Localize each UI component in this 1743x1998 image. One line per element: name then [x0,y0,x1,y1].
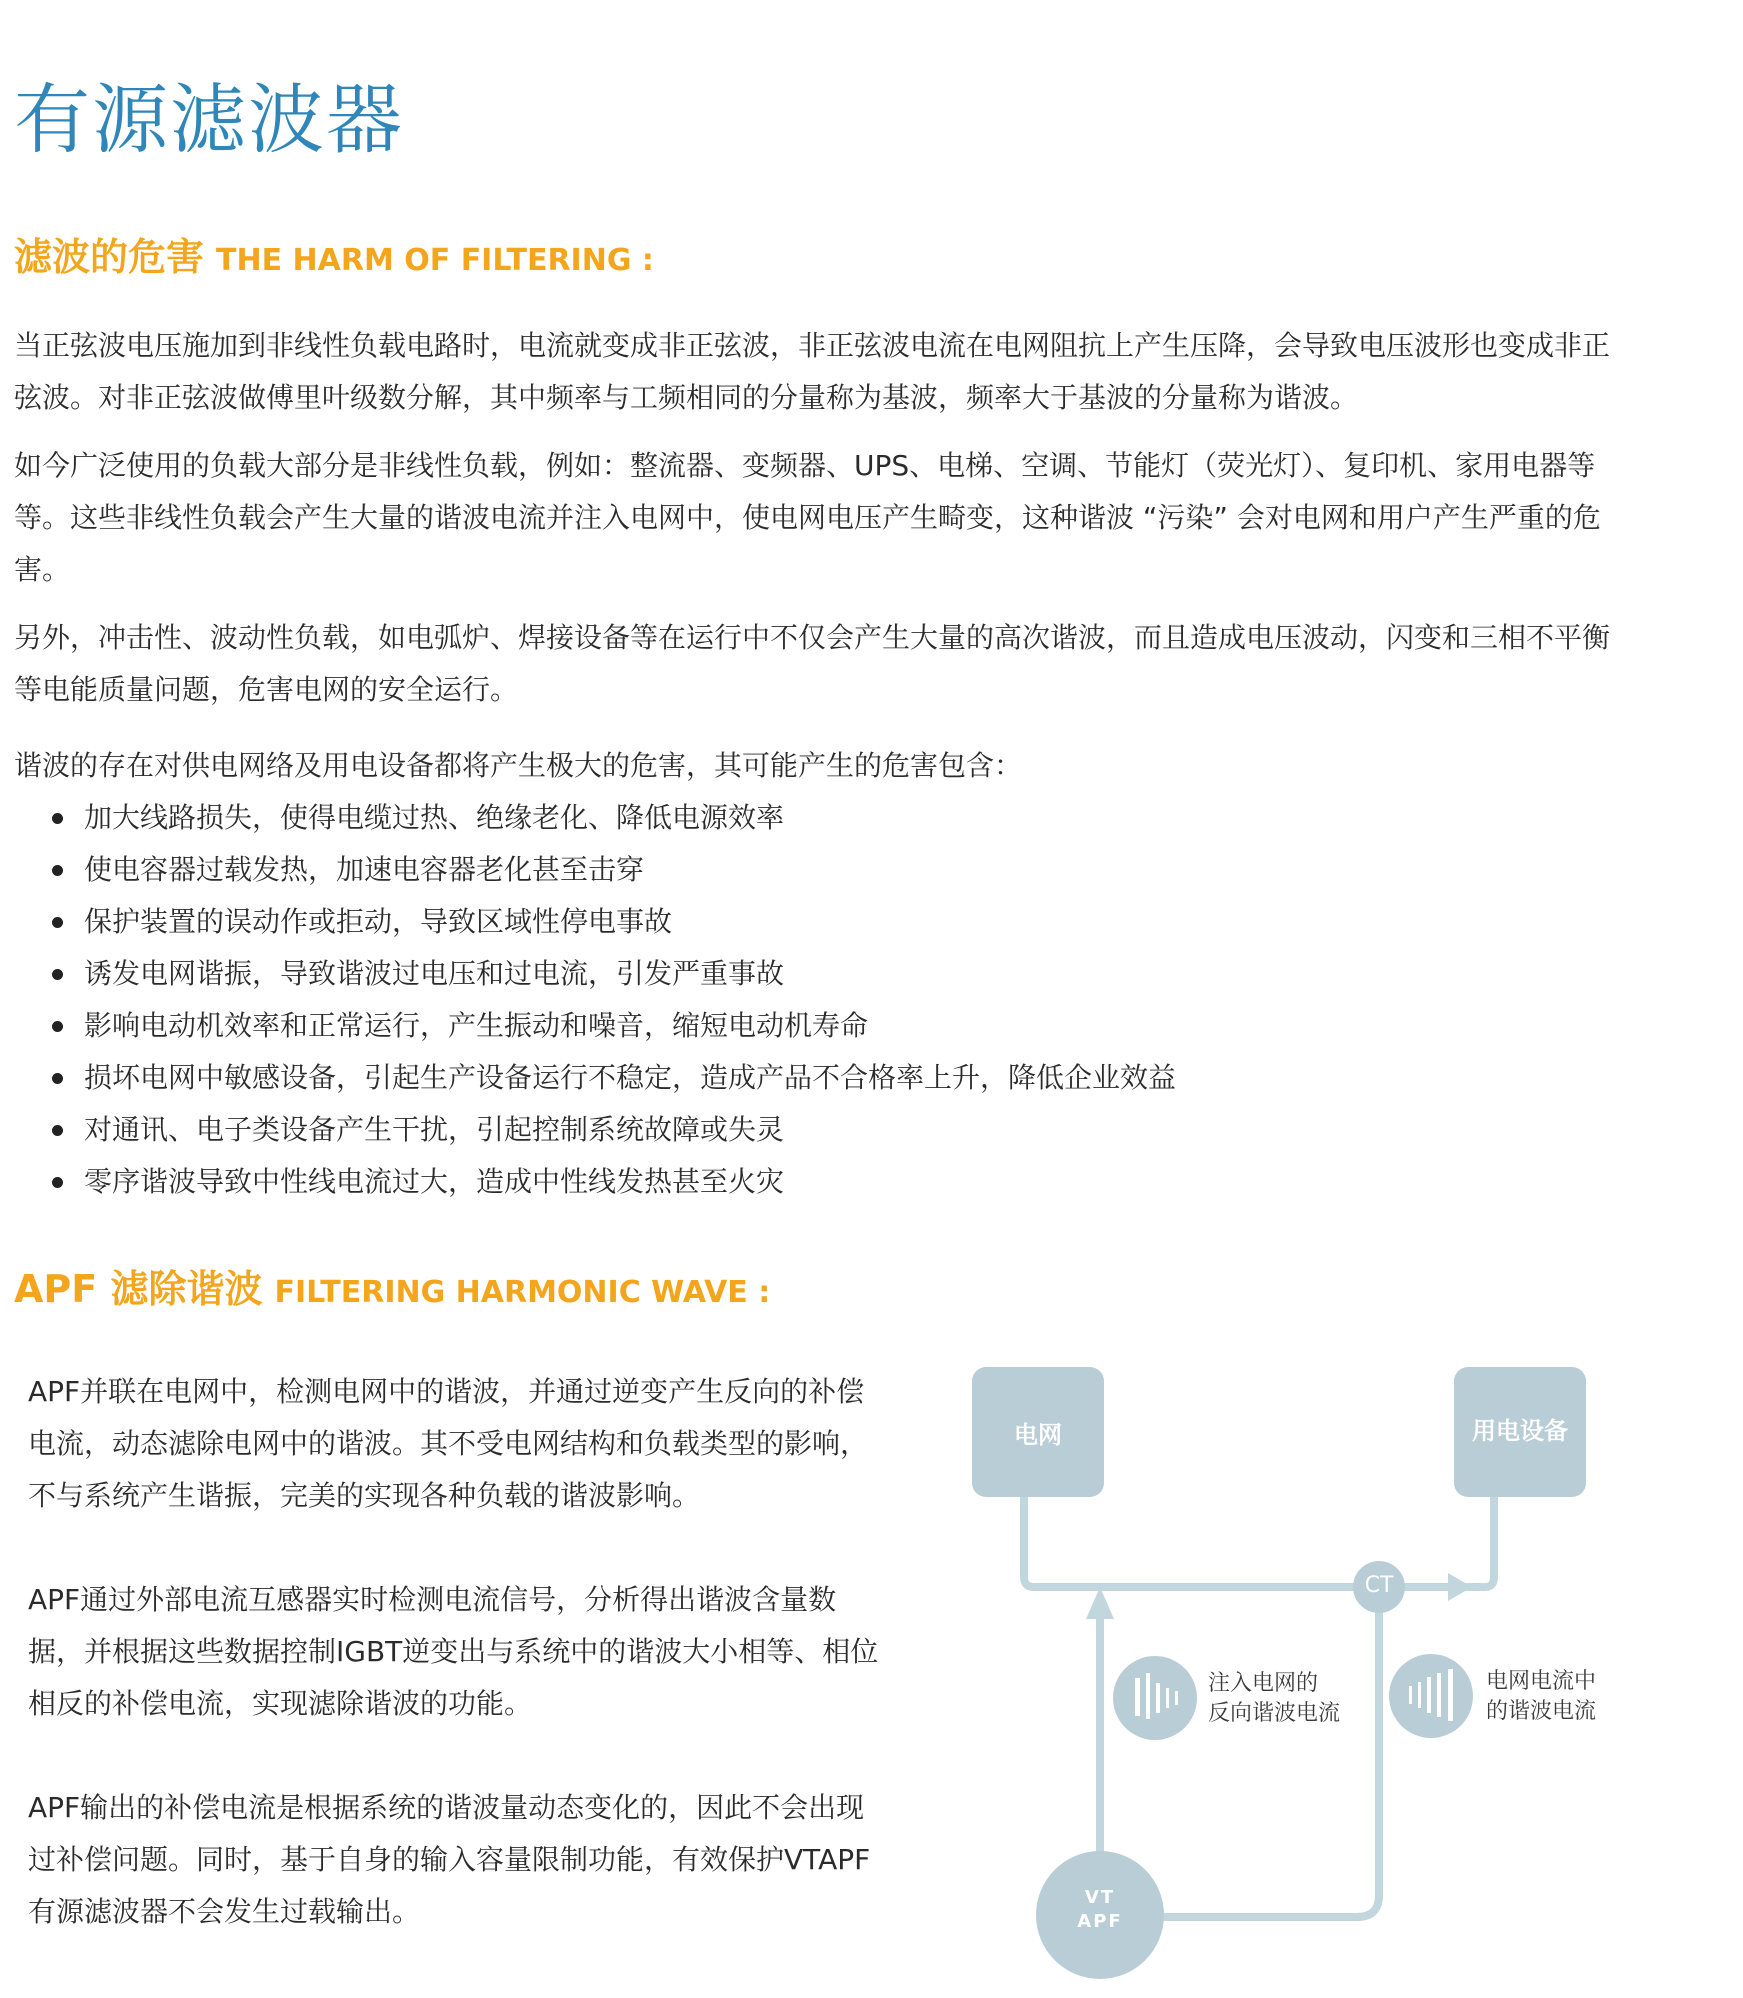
harm-paragraph-4: 谐波的存在对供电网络及用电设备都将产生极大的危害，其可能产生的危害包含： [14,749,1023,782]
list-item-text: 损坏电网中敏感设备，引起生产设备运行不稳定，造成产品不合格率上升，降低企业效益 [84,1061,1177,1094]
section-heading-harm-en: THE HARM OF FILTERING : [216,243,654,278]
list-item-text: 影响电动机效率和正常运行，产生振动和噪音，缩短电动机寿命 [84,1009,869,1042]
list-item-text: 加大线路损失，使得电缆过热、绝缘老化、降低电源效率 [84,801,785,834]
list-item [14,1156,1176,1208]
section-heading-apf [14,1267,771,1311]
ct-label: CT [1364,1573,1394,1598]
up-arrow-icon [1086,1587,1114,1619]
grid-line [1024,1495,1360,1587]
section-heading-harm-cn: 滤波的危害 [14,235,205,279]
list-item [14,948,1176,1000]
grid-label: 电网 [1014,1421,1062,1449]
bullet-dot-icon [52,917,63,928]
grid-harmonic-label-line1: 电网电流中 [1486,1669,1597,1694]
list-item [14,1104,1176,1156]
apf-return-line [1160,1599,1379,1917]
injected-current-label-line2: 反向谐波电流 [1208,1701,1341,1726]
list-item [14,1000,1176,1052]
list-item-text: 诱发电网谐振，导致谐波过电压和过电流，引发严重事故 [84,957,785,990]
list-item [14,896,1176,948]
list-item-text: 使电容器过载发热，加速电容器老化甚至击穿 [84,853,645,886]
apf-diagram [960,1355,1660,1995]
device-label: 用电设备 [1472,1417,1568,1445]
bullet-dot-icon [52,813,63,824]
bullet-dot-icon [52,1021,63,1032]
apf-label-line1: VT [1084,1887,1116,1908]
grid-harmonic-label [1486,1667,1596,1727]
apf-paragraph-1: APF并联在电网中，检测电网中的谐波，并通过逆变产生反向的补偿电流，动态滤除电网中的谐波。其不受电网结构和负载类型的影响，不与系统产生谐振，完美的实现各种负载的谐波影响。 [28,1375,869,1512]
section-heading-harm [14,235,654,279]
apf-paragraph-2: APF通过外部电流互感器实时检测电流信号，分析得出谐波含量数据，并根据这些数据控制IGBT逆变出与系统中的谐波大小相等、相位相反的补偿电流，实现滤除谐波的功能。 [28,1583,879,1720]
list-item [14,844,1176,896]
bullet-dot-icon [52,1073,63,1084]
apf-label-line2: APF [1077,1911,1123,1932]
bullet-dot-icon [52,969,63,980]
harm-paragraph-2: 如今广泛使用的负载大部分是非线性负载，例如：整流器、变频器、UPS、电梯、空调、节能灯（荧光灯）、复印机、家用电器等等。这些非线性负载会产生大量的谐波电流并注入电网中，使电网电压产生畸变，这种谐波 “污染” 会对电网和用户产生严重的危害。 [14,449,1601,586]
page-title: 有源滤波器 [14,75,404,164]
grid-harmonic-wave-icon [1389,1654,1473,1738]
harm-paragraph-1: 当正弦波电压施加到非线性负载电路时，电流就变成非正弦波，非正弦波电流在电网阻抗上产生压降，会导致电压波形也变成非正弦波。对非正弦波做傅里叶级数分解，其中频率与工频相同的分量称为基波，频率大于基波的分量称为谐波。 [14,329,1611,414]
injected-current-label [1208,1669,1340,1729]
list-item [14,1052,1176,1104]
right-arrow-icon [1448,1573,1472,1601]
list-item-text: 对通讯、电子类设备产生干扰，引起控制系统故障或失灵 [84,1113,785,1146]
harm-paragraph-3: 另外，冲击性、波动性负载，如电弧炉、焊接设备等在运行中不仅会产生大量的高次谐波，而且造成电压波动，闪变和三相不平衡等电能质量问题，危害电网的安全运行。 [14,621,1611,706]
section-heading-apf-cn: APF 滤除谐波 [14,1267,263,1311]
grid-harmonic-label-line2: 的谐波电流 [1486,1699,1597,1724]
bullet-dot-icon [52,865,63,876]
list-item-text: 零序谐波导致中性线电流过大，造成中性线发热甚至火灾 [84,1165,785,1198]
apf-paragraph-3: APF输出的补偿电流是根据系统的谐波量动态变化的，因此不会出现过补偿问题。同时，基于自身的输入容量限制功能，有效保护VTAPF有源滤波器不会发生过载输出。 [28,1791,871,1928]
bullet-dot-icon [52,1177,63,1188]
injected-wave-icon [1113,1656,1197,1740]
harm-list [14,792,1176,1208]
list-item [14,792,1176,844]
section-heading-apf-en: FILTERING HARMONIC WAVE : [274,1275,771,1310]
bullet-dot-icon [52,1125,63,1136]
injected-current-label-line1: 注入电网的 [1208,1671,1319,1696]
list-item-text: 保护装置的误动作或拒动，导致区域性停电事故 [84,905,673,938]
